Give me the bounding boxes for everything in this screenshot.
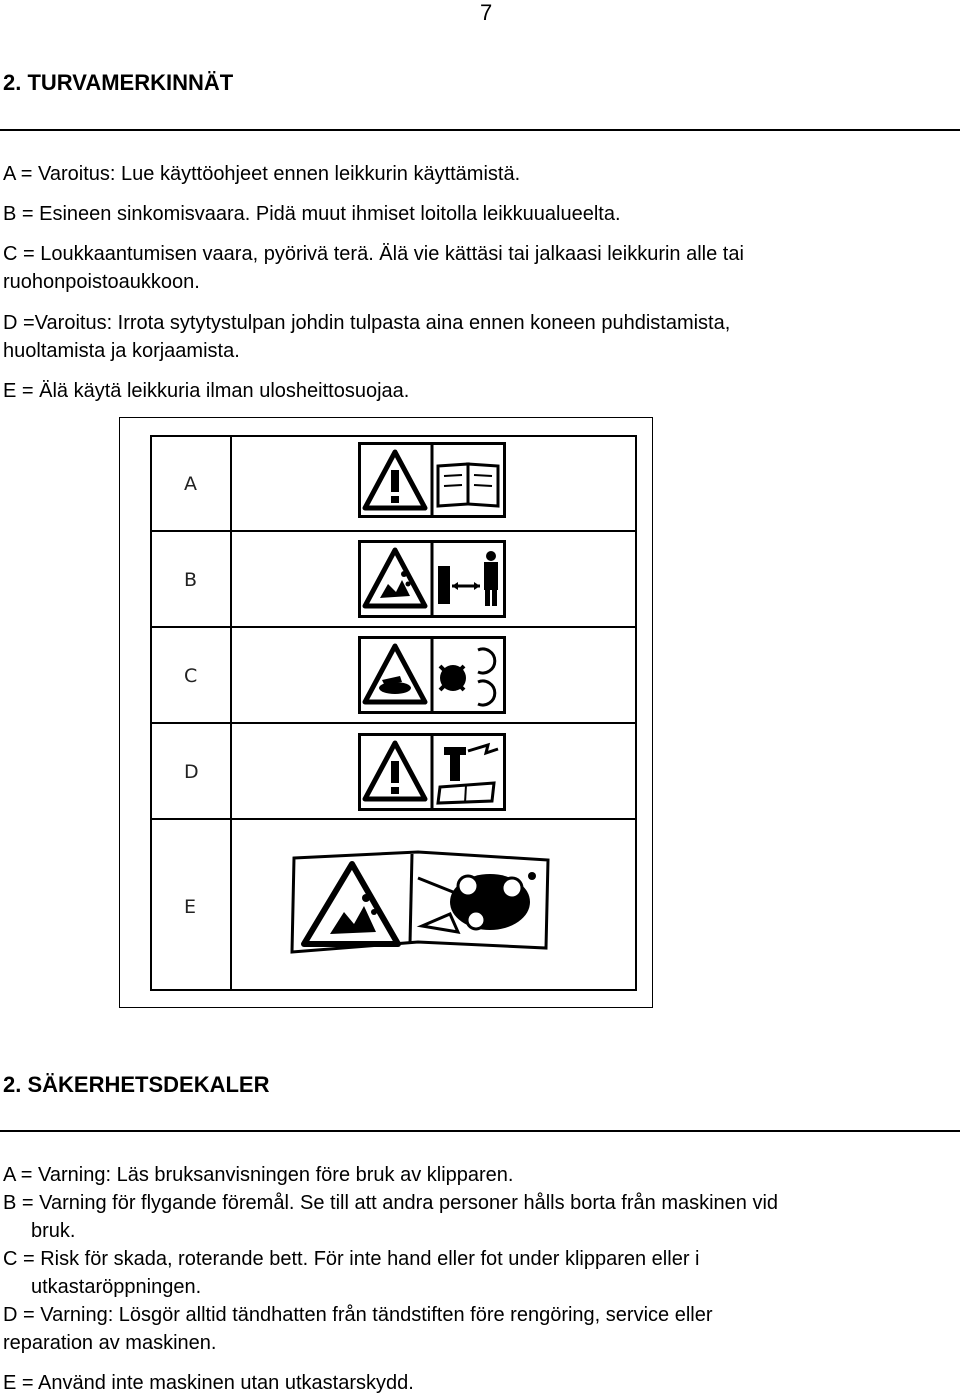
decal-d xyxy=(358,733,506,811)
divider-swedish xyxy=(0,1130,960,1132)
sv-line-b-cont: bruk. xyxy=(31,1220,76,1242)
decal-row-divider xyxy=(150,626,637,628)
fi-line-e: E = Älä käytä leikkuria ilman ulosheittosuojaa. xyxy=(3,380,410,402)
decal-row-divider xyxy=(150,530,637,532)
decal-a xyxy=(358,442,506,518)
fi-line-c-cont: ruohonpoistoaukkoon. xyxy=(3,271,200,293)
fi-line-c: C = Loukkaantumisen vaara, pyörivä terä. Älä vie kättäsi tai jalkaasi leikkurin alle tai xyxy=(3,243,744,265)
decal-e xyxy=(290,848,552,958)
sv-line-e: E = Använd inte maskinen utan utkastarskydd. xyxy=(3,1372,414,1394)
sv-line-a: A = Varning: Läs bruksanvisningen före bruk av klipparen. xyxy=(3,1164,514,1186)
sv-line-b: B = Varning för flygande föremål. Se till att andra personer hålls borta från maskinen vid xyxy=(3,1192,779,1214)
decal-row-divider xyxy=(150,818,637,820)
sv-line-d: D = Varning: Lösgör alltid tändhatten från tändstiften före rengöring, service eller xyxy=(3,1304,713,1326)
divider-finnish xyxy=(0,129,960,131)
decal-row-divider xyxy=(150,722,637,724)
decal-b xyxy=(358,540,506,618)
decal-letter-e: E xyxy=(184,896,197,918)
page-number: 7 xyxy=(480,0,493,25)
decal-letter-c: C xyxy=(184,665,198,687)
decal-letter-b: B xyxy=(184,569,198,591)
decal-c xyxy=(358,636,506,714)
sv-line-d-cont: reparation av maskinen. xyxy=(3,1332,217,1354)
decal-letter-a: A xyxy=(184,473,197,495)
fi-line-a: A = Varoitus: Lue käyttöohjeet ennen leikkurin käyttämistä. xyxy=(3,163,521,185)
section-heading-finnish: 2. TURVAMERKINNÄT xyxy=(3,70,234,95)
fi-line-d: D =Varoitus: Irrota sytytystulpan johdin tulpasta aina ennen koneen puhdistamista, xyxy=(3,312,731,334)
section-heading-swedish: 2. SÄKERHETSDEKALER xyxy=(3,1072,270,1097)
manual-book-icon xyxy=(438,464,498,506)
sv-line-c-cont: utkastaröppningen. xyxy=(31,1276,202,1298)
decal-letter-d: D xyxy=(184,761,199,783)
sv-line-c: C = Risk för skada, roterande bett. För inte hand eller fot under klipparen eller i xyxy=(3,1248,700,1270)
fi-line-b: B = Esineen sinkomisvaara. Pidä muut ihmiset loitolla leikkuualueelta. xyxy=(3,203,621,225)
fi-line-d-cont: huoltamista ja korjaamista. xyxy=(3,340,240,362)
